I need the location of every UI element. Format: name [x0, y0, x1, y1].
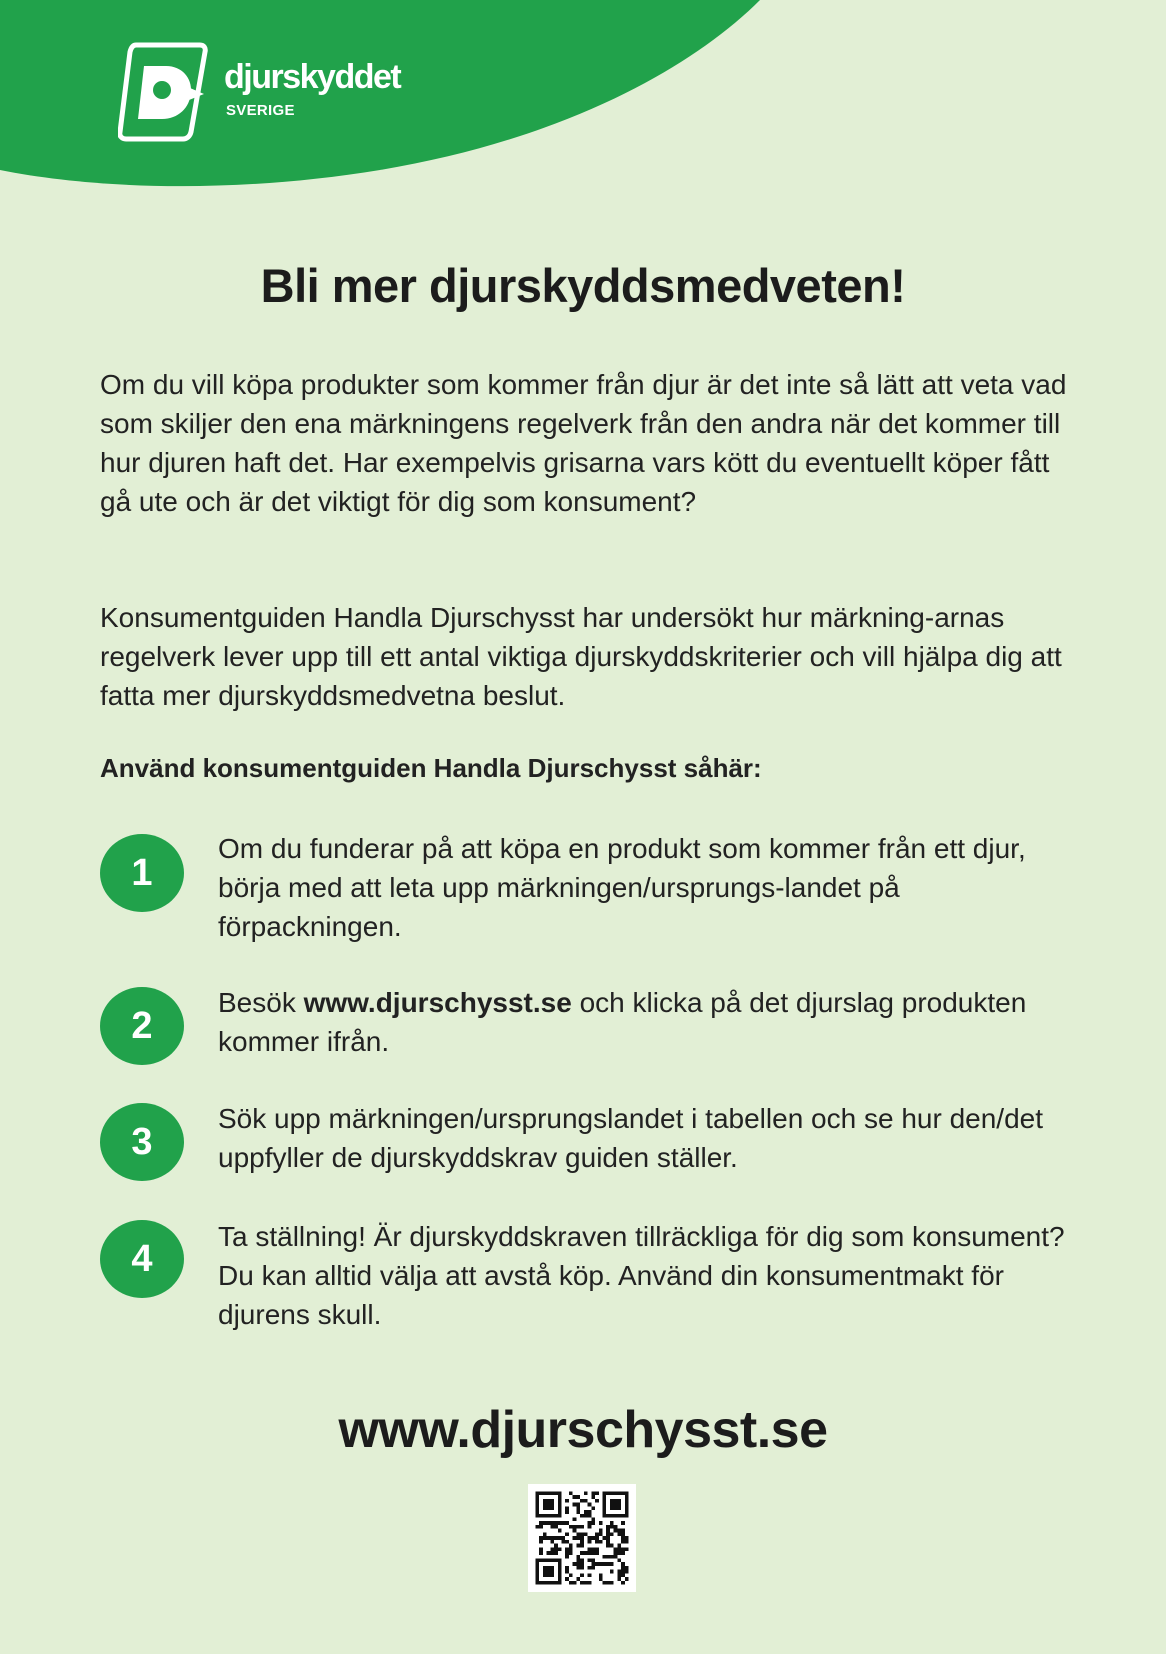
bird-logo-icon	[118, 40, 210, 144]
step-text	[218, 983, 1078, 1061]
howto-heading: Använd konsumentguiden Handla Djurschysst såhär:	[100, 753, 762, 783]
brand-name: djurskyddet	[224, 58, 401, 96]
step-website-link[interactable]: www.djurschysst.se	[303, 987, 572, 1018]
intro-paragraph: Konsumentguiden Handla Djurschysst har undersökt hur märkning-arnas regelverk lever upp till ett antal viktiga djurskyddskriterier och vill hjälpa dig att fatta mer djurskyddsmedvetna beslut.	[100, 602, 1062, 711]
page-title: Bli mer djurskyddsmedveten!	[260, 259, 906, 312]
qr-code-icon[interactable]	[528, 1484, 636, 1592]
step-text-after: och klicka på det djurslag produkten kommer ifrån.	[218, 987, 1027, 1057]
step-number-badge: 2	[100, 987, 184, 1065]
step-number-badge: 1	[100, 834, 184, 912]
intro-paragraph: Om du vill köpa produkter som kommer från djur är det inte så lätt att veta vad som skiljer den ena märkningens regelverk från den andra när det kommer till hur djuren haft det. Har exempelvis grisarna vars kött du eventuellt köper fått gå ute och är det viktigt för dig som konsument?	[100, 369, 1067, 517]
website-link[interactable]: www.djurschysst.se	[338, 1401, 828, 1459]
step-number-badge: 4	[100, 1220, 184, 1298]
step-text-before: Besök	[218, 987, 304, 1018]
step-number-badge: 3	[100, 1103, 184, 1181]
djurskyddet-logo[interactable]	[118, 40, 418, 150]
step-text: Om du funderar på att köpa en produkt som kommer från ett djur, börja med att leta upp märkningen/ursprungs-landet på förpackningen.	[218, 833, 1026, 942]
step-text: Sök upp märkningen/ursprungslandet i tabellen och se hur den/det uppfyller de djurskyddskrav guiden ställer.	[218, 1103, 1043, 1173]
brand-subtitle: SVERIGE	[226, 102, 295, 119]
step-text: Ta ställning! Är djurskyddskraven tillräckliga för dig som konsument? Du kan alltid välja att avstå köp. Använd din konsumentmakt för djurens skull.	[218, 1221, 1065, 1330]
